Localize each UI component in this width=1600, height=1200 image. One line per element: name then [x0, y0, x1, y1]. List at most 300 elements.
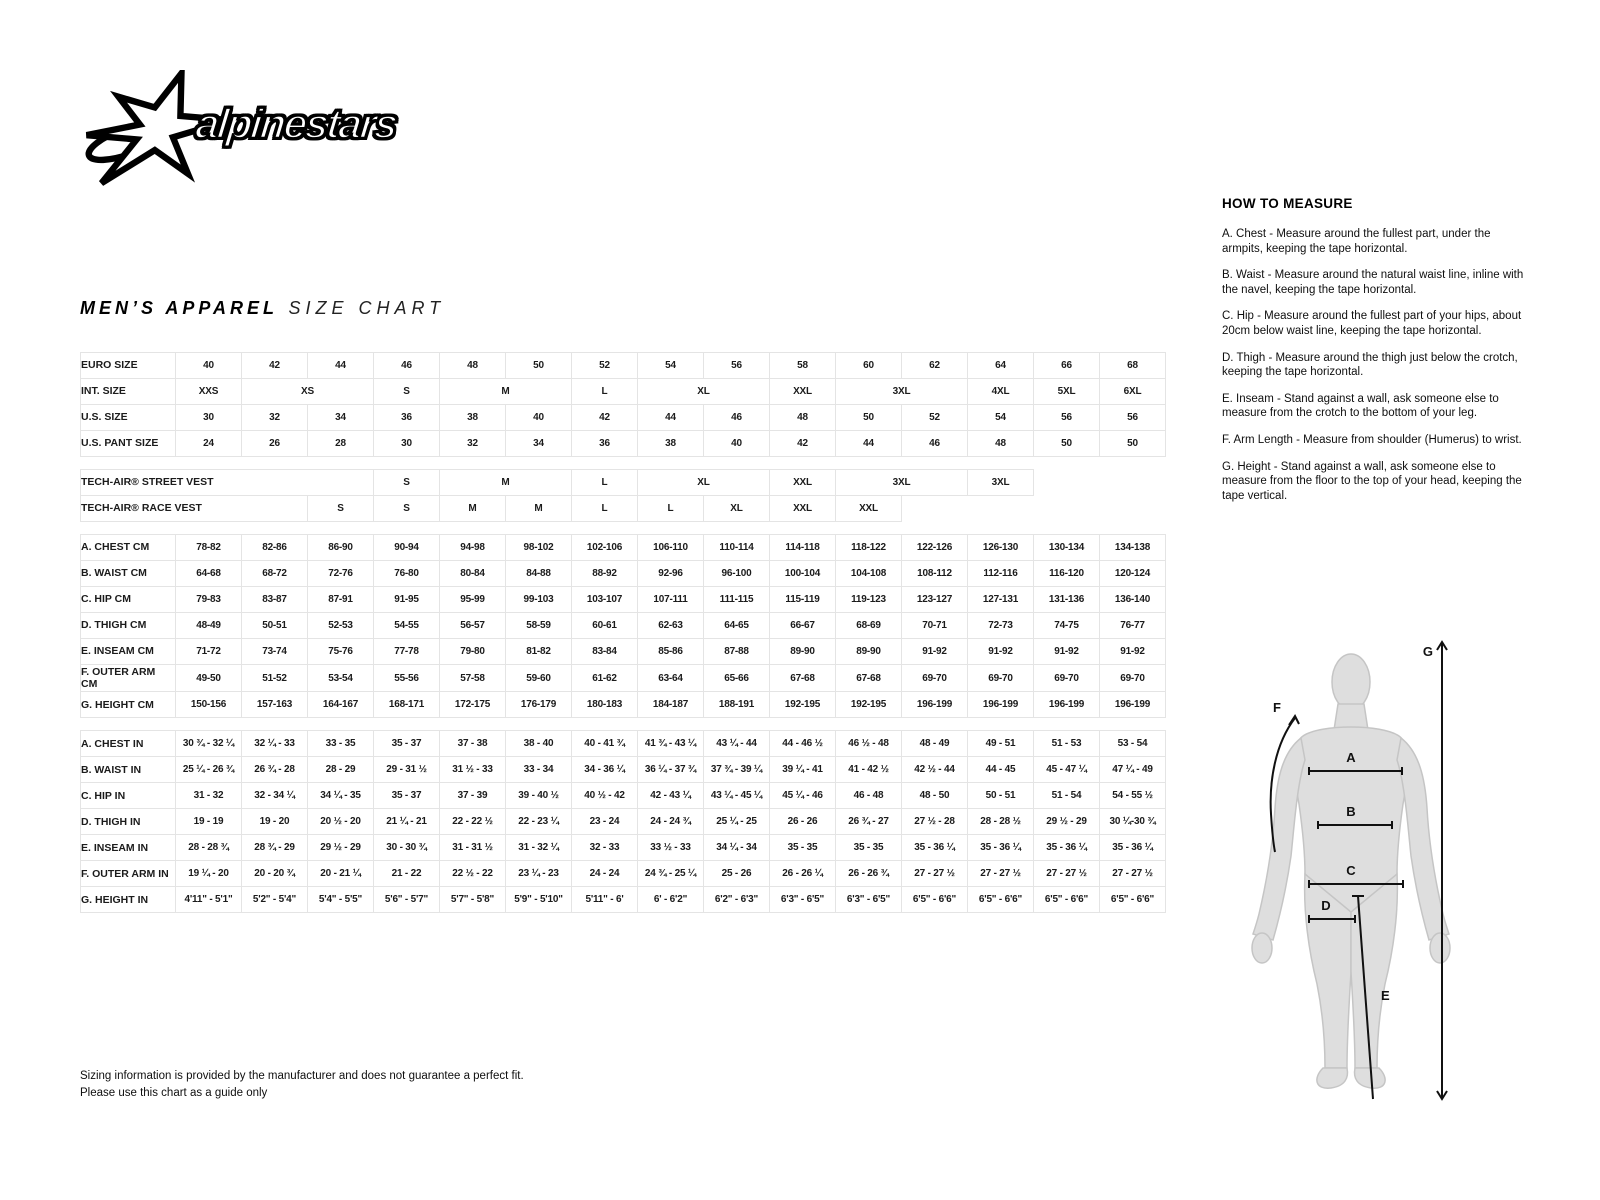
size-cell: 28: [308, 431, 374, 457]
row-label: B. WAIST IN: [81, 757, 176, 783]
size-cell: 38: [638, 431, 704, 457]
size-cell: 4'11" - 5'1": [176, 887, 242, 913]
size-cell: 90-94: [374, 535, 440, 561]
size-cell: 19 - 20: [242, 809, 308, 835]
measure-instruction: C. Hip - Measure around the fullest part of your hips, about 20cm below waist line, keeping the tape horizontal.: [1222, 310, 1522, 337]
size-cell: 85-86: [638, 639, 704, 665]
size-cell: 30 ¼-30 ¾: [1100, 809, 1166, 835]
size-cell: XL: [704, 496, 770, 522]
size-cell: 22 - 23 ¼: [506, 809, 572, 835]
size-cell: 103-107: [572, 587, 638, 613]
size-cell: 119-123: [836, 587, 902, 613]
size-cell: 5'6" - 5'7": [374, 887, 440, 913]
table-row: [81, 353, 1166, 379]
size-cell: 42 ½ - 44: [902, 757, 968, 783]
size-cell: 30 - 30 ¾: [374, 835, 440, 861]
size-cell: 72-76: [308, 561, 374, 587]
size-cell: 46: [902, 431, 968, 457]
size-cell: 22 ½ - 22: [440, 861, 506, 887]
size-cell: 54: [638, 353, 704, 379]
size-cell: 98-102: [506, 535, 572, 561]
size-cell: 35 - 35: [836, 835, 902, 861]
size-cell: 32 - 34 ¼: [242, 783, 308, 809]
size-cell: 76-77: [1100, 613, 1166, 639]
size-cell: 27 ½ - 28: [902, 809, 968, 835]
size-cell: 20 ½ - 20: [308, 809, 374, 835]
table-row: [81, 861, 1166, 887]
measure-instruction: B. Waist - Measure around the natural waist line, inline with the navel, keeping the tape horizontal.: [1222, 269, 1524, 296]
size-cell: 64: [968, 353, 1034, 379]
size-cell: 56: [1100, 405, 1166, 431]
size-cell: 48: [770, 405, 836, 431]
size-cell: 6'3" - 6'5": [836, 887, 902, 913]
size-cell: 114-118: [770, 535, 836, 561]
row-label: EURO SIZE: [81, 353, 176, 379]
size-cell: 99-103: [506, 587, 572, 613]
footer-disclaimer: [80, 1068, 524, 1101]
row-label: G. HEIGHT IN: [81, 887, 176, 913]
size-cell: 46: [374, 353, 440, 379]
size-cell: 19 - 19: [176, 809, 242, 835]
size-cell: 168-171: [374, 692, 440, 718]
size-cell: 50: [836, 405, 902, 431]
size-cell: 64-65: [704, 613, 770, 639]
size-cell: 22 - 22 ½: [440, 809, 506, 835]
size-cell: 48-49: [176, 613, 242, 639]
size-cell: 65-66: [704, 665, 770, 692]
size-cell: 30 ¾ - 32 ¼: [176, 731, 242, 757]
size-cell: 172-175: [440, 692, 506, 718]
table-row: [81, 405, 1166, 431]
size-cell: 68: [1100, 353, 1166, 379]
size-cell: 46 - 48: [836, 783, 902, 809]
size-cell: 31 - 32: [176, 783, 242, 809]
size-cell: 64-68: [176, 561, 242, 587]
size-cell: 5'11" - 6': [572, 887, 638, 913]
size-cell: 136-140: [1100, 587, 1166, 613]
size-cell: 63-64: [638, 665, 704, 692]
size-cell: 108-112: [902, 561, 968, 587]
row-label: C. HIP IN: [81, 783, 176, 809]
row-label: D. THIGH CM: [81, 613, 176, 639]
size-cell: 54 - 55 ½: [1100, 783, 1166, 809]
size-cell: 3XL: [836, 379, 968, 405]
size-cell: 24 - 24 ¾: [638, 809, 704, 835]
size-cell: 95-99: [440, 587, 506, 613]
size-cell: 50 - 51: [968, 783, 1034, 809]
table-row: [81, 639, 1166, 665]
row-label: TECH-AIR® RACE VEST: [81, 496, 308, 522]
size-cell: 36: [374, 405, 440, 431]
size-cell: 71-72: [176, 639, 242, 665]
size-cell: 30: [176, 405, 242, 431]
size-cell: S: [308, 496, 374, 522]
size-cell: 60: [836, 353, 902, 379]
size-cell: 26 - 26: [770, 809, 836, 835]
size-cell: 35 - 36 ¼: [1100, 835, 1166, 861]
size-cell: 23 - 24: [572, 809, 638, 835]
size-cell: 86-90: [308, 535, 374, 561]
size-cell: 24 ¾ - 25 ¼: [638, 861, 704, 887]
measure-instructions: [1222, 227, 1527, 503]
size-cell: 67-68: [836, 665, 902, 692]
table-row: [81, 535, 1166, 561]
table-row: [81, 757, 1166, 783]
size-cell: 50: [1034, 431, 1100, 457]
size-cell: S: [374, 470, 440, 496]
size-cell: 106-110: [638, 535, 704, 561]
table-row: [81, 613, 1166, 639]
size-cell: 40: [176, 353, 242, 379]
size-cell: 27 - 27 ½: [1100, 861, 1166, 887]
table-gap-row: [81, 522, 1166, 535]
size-cell: M: [440, 379, 572, 405]
row-label: E. INSEAM CM: [81, 639, 176, 665]
size-cell: 130-134: [1034, 535, 1100, 561]
size-cell: 54-55: [374, 613, 440, 639]
size-cell: 118-122: [836, 535, 902, 561]
size-cell: XXS: [176, 379, 242, 405]
size-cell: 28 - 29: [308, 757, 374, 783]
size-table: [80, 352, 1166, 913]
size-cell: 134-138: [1100, 535, 1166, 561]
size-cell: 27 - 27 ½: [902, 861, 968, 887]
size-cell: 92-96: [638, 561, 704, 587]
size-cell: 50: [506, 353, 572, 379]
size-cell: 37 - 38: [440, 731, 506, 757]
size-cell: 81-82: [506, 639, 572, 665]
size-cell: 67-68: [770, 665, 836, 692]
size-cell: 24: [176, 431, 242, 457]
size-cell: 131-136: [1034, 587, 1100, 613]
size-cell: 6'3" - 6'5": [770, 887, 836, 913]
size-cell: 75-76: [308, 639, 374, 665]
size-cell: 26 ¾ - 28: [242, 757, 308, 783]
size-cell: 25 - 26: [704, 861, 770, 887]
table-row: [81, 587, 1166, 613]
size-cell: 4XL: [968, 379, 1034, 405]
size-cell: 37 - 39: [440, 783, 506, 809]
size-cell: 79-83: [176, 587, 242, 613]
size-cell: 100-104: [770, 561, 836, 587]
size-cell: 6'5" - 6'6": [1100, 887, 1166, 913]
size-cell: 50-51: [242, 613, 308, 639]
size-cell: 44: [308, 353, 374, 379]
size-cell: 5'9" - 5'10": [506, 887, 572, 913]
size-cell: XS: [242, 379, 374, 405]
how-to-measure-panel: [1222, 196, 1527, 515]
size-cell: 26 - 26 ¼: [770, 861, 836, 887]
row-label: F. OUTER ARM CM: [81, 665, 176, 692]
size-cell: 69-70: [968, 665, 1034, 692]
size-cell: 29 ½ - 29: [308, 835, 374, 861]
size-cell: 111-115: [704, 587, 770, 613]
size-cell: 29 ½ - 29: [1034, 809, 1100, 835]
size-cell: 34: [506, 431, 572, 457]
size-cell: 52-53: [308, 613, 374, 639]
size-cell: XXL: [770, 496, 836, 522]
size-cell: 74-75: [1034, 613, 1100, 639]
size-cell: 42: [242, 353, 308, 379]
size-cell: 5'4" - 5'5": [308, 887, 374, 913]
size-cell: 43 ¼ - 45 ¼: [704, 783, 770, 809]
size-cell: 34 ¼ - 34: [704, 835, 770, 861]
size-cell: 69-70: [1100, 665, 1166, 692]
size-cell: 104-108: [836, 561, 902, 587]
title-primary: MEN’S APPAREL: [80, 298, 279, 318]
size-cell: 44 - 45: [968, 757, 1034, 783]
measure-instruction: G. Height - Stand against a wall, ask someone else to measure from the floor to the top of your head, keeping the tape vertical.: [1222, 460, 1522, 502]
size-cell: 39 ¼ - 41: [770, 757, 836, 783]
size-cell: 192-195: [836, 692, 902, 718]
size-cell: 56-57: [440, 613, 506, 639]
size-cell: XL: [638, 379, 770, 405]
size-cell: 27 - 27 ½: [1034, 861, 1100, 887]
size-cell: 31 - 31 ½: [440, 835, 506, 861]
size-cell: 42: [572, 405, 638, 431]
size-cell: 164-167: [308, 692, 374, 718]
table-row: [81, 692, 1166, 718]
size-cell: 53 - 54: [1100, 731, 1166, 757]
size-cell: 120-124: [1100, 561, 1166, 587]
size-cell: 192-195: [770, 692, 836, 718]
size-cell: 31 - 32 ¼: [506, 835, 572, 861]
size-cell: S: [374, 379, 440, 405]
table-row: [81, 887, 1166, 913]
size-cell: 3XL: [836, 470, 968, 496]
size-cell: 89-90: [836, 639, 902, 665]
alpinestars-logo: [78, 70, 399, 220]
title-secondary: SIZE CHART: [288, 298, 446, 318]
size-cell: 44: [836, 431, 902, 457]
size-cell: 49-50: [176, 665, 242, 692]
table-gap-row: [81, 718, 1166, 731]
size-cell: 40 ½ - 42: [572, 783, 638, 809]
size-cell: 80-84: [440, 561, 506, 587]
size-cell: L: [638, 496, 704, 522]
size-cell: 34 ¼ - 35: [308, 783, 374, 809]
size-cell: 58: [770, 353, 836, 379]
size-cell: 28 - 28 ¾: [176, 835, 242, 861]
size-cell: 36 ¼ - 37 ¾: [638, 757, 704, 783]
size-cell: 33 - 35: [308, 731, 374, 757]
size-cell: 44: [638, 405, 704, 431]
size-cell: 45 - 47 ¼: [1034, 757, 1100, 783]
size-cell: 46 ½ - 48: [836, 731, 902, 757]
size-cell: 6'5" - 6'6": [902, 887, 968, 913]
size-cell: 58-59: [506, 613, 572, 639]
size-cell: 45 ¼ - 46: [770, 783, 836, 809]
letter-g: G: [1422, 644, 1433, 659]
size-cell: 26: [242, 431, 308, 457]
measure-instruction: D. Thigh - Measure around the thigh just below the crotch, keeping the tape horizontal.: [1222, 351, 1518, 379]
size-cell: 35 - 35: [770, 835, 836, 861]
size-cell: 51 - 53: [1034, 731, 1100, 757]
size-cell: [902, 496, 1166, 522]
size-cell: 69-70: [1034, 665, 1100, 692]
disclaimer-line-1: Sizing information is provided by the manufacturer and does not guarantee a perfect fit.: [80, 1070, 524, 1082]
size-cell: 68-69: [836, 613, 902, 639]
row-label: G. HEIGHT CM: [81, 692, 176, 718]
size-cell: 76-80: [374, 561, 440, 587]
size-cell: 150-156: [176, 692, 242, 718]
row-label: A. CHEST CM: [81, 535, 176, 561]
size-cell: 62-63: [638, 613, 704, 639]
size-cell: 33 - 34: [506, 757, 572, 783]
size-cell: 87-88: [704, 639, 770, 665]
size-cell: 91-92: [968, 639, 1034, 665]
size-cell: 39 - 40 ½: [506, 783, 572, 809]
row-label: F. OUTER ARM IN: [81, 861, 176, 887]
size-cell: 6'2" - 6'3": [704, 887, 770, 913]
size-cell: 52: [902, 405, 968, 431]
size-cell: 40: [506, 405, 572, 431]
size-cell: 42 - 43 ¼: [638, 783, 704, 809]
size-cell: 51 - 54: [1034, 783, 1100, 809]
table-gap-row: [81, 457, 1166, 470]
size-cell: 6XL: [1100, 379, 1166, 405]
size-cell: 32 ¼ - 33: [242, 731, 308, 757]
size-cell: 72-73: [968, 613, 1034, 639]
row-label: B. WAIST CM: [81, 561, 176, 587]
size-cell: 27 - 27 ½: [968, 861, 1034, 887]
letter-a: A: [1346, 750, 1356, 765]
size-cell: 41 ¾ - 43 ¼: [638, 731, 704, 757]
size-cell: 62: [902, 353, 968, 379]
table-row: [81, 835, 1166, 861]
size-cell: 180-183: [572, 692, 638, 718]
letter-e: E: [1381, 988, 1390, 1003]
size-cell: 46: [704, 405, 770, 431]
size-cell: 6'5" - 6'6": [1034, 887, 1100, 913]
size-cell: 69-70: [902, 665, 968, 692]
size-cell: 32: [242, 405, 308, 431]
size-cell: 48 - 49: [902, 731, 968, 757]
size-cell: 68-72: [242, 561, 308, 587]
size-cell: 33 ½ - 33: [638, 835, 704, 861]
size-cell: 5'7" - 5'8": [440, 887, 506, 913]
size-cell: 26 ¾ - 27: [836, 809, 902, 835]
size-cell: 28 - 28 ½: [968, 809, 1034, 835]
size-cell: 6' - 6'2": [638, 887, 704, 913]
size-cell: 57-58: [440, 665, 506, 692]
size-cell: 35 - 36 ¼: [902, 835, 968, 861]
size-cell: 44 - 46 ½: [770, 731, 836, 757]
size-cell: 79-80: [440, 639, 506, 665]
size-cell: 83-87: [242, 587, 308, 613]
size-cell: 47 ¼ - 49: [1100, 757, 1166, 783]
size-cell: 35 - 36 ¼: [968, 835, 1034, 861]
size-cell: 196-199: [902, 692, 968, 718]
letter-f: F: [1273, 700, 1281, 715]
size-cell: 107-111: [638, 587, 704, 613]
size-cell: 48: [968, 431, 1034, 457]
size-cell: 5'2" - 5'4": [242, 887, 308, 913]
table-row: [81, 731, 1166, 757]
size-cell: 5XL: [1034, 379, 1100, 405]
size-cell: 77-78: [374, 639, 440, 665]
size-cell: 23 ¼ - 23: [506, 861, 572, 887]
row-label: U.S. SIZE: [81, 405, 176, 431]
table-row: [81, 783, 1166, 809]
size-cell: 184-187: [638, 692, 704, 718]
size-cell: 41 - 42 ½: [836, 757, 902, 783]
size-cell: 73-74: [242, 639, 308, 665]
measure-instruction: F. Arm Length - Measure from shoulder (Humerus) to wrist.: [1222, 433, 1522, 446]
size-cell: 157-163: [242, 692, 308, 718]
body-measurement-diagram: [1225, 612, 1557, 1104]
size-cell: 20 - 20 ¾: [242, 861, 308, 887]
size-cell: 82-86: [242, 535, 308, 561]
size-cell: 28 ¾ - 29: [242, 835, 308, 861]
table-row: [81, 431, 1166, 457]
size-cell: 36: [572, 431, 638, 457]
size-cell: 25 ¼ - 26 ¾: [176, 757, 242, 783]
size-cell: 196-199: [968, 692, 1034, 718]
disclaimer-line-2: Please use this chart as a guide only: [80, 1086, 268, 1099]
size-cell: 91-95: [374, 587, 440, 613]
size-cell: 29 - 31 ½: [374, 757, 440, 783]
size-cell: 52: [572, 353, 638, 379]
size-cell: M: [440, 470, 572, 496]
size-cell: 122-126: [902, 535, 968, 561]
size-cell: 115-119: [770, 587, 836, 613]
size-cell: 40 - 41 ¾: [572, 731, 638, 757]
row-label: TECH-AIR® STREET VEST: [81, 470, 374, 496]
letter-c: C: [1346, 863, 1356, 878]
table-row: [81, 379, 1166, 405]
size-cell: 84-88: [506, 561, 572, 587]
table-row: [81, 496, 1166, 522]
row-label: D. THIGH IN: [81, 809, 176, 835]
size-cell: XXL: [770, 379, 836, 405]
size-cell: 43 ¼ - 44: [704, 731, 770, 757]
size-cell: M: [506, 496, 572, 522]
size-cell: XXL: [836, 496, 902, 522]
letter-d: D: [1321, 898, 1331, 913]
size-cell: 88-92: [572, 561, 638, 587]
size-cell: 55-56: [374, 665, 440, 692]
size-cell: 116-120: [1034, 561, 1100, 587]
size-cell: 196-199: [1034, 692, 1100, 718]
size-cell: 42: [770, 431, 836, 457]
size-cell: 78-82: [176, 535, 242, 561]
table-row: [81, 470, 1166, 496]
size-cell: 6'5" - 6'6": [968, 887, 1034, 913]
row-label: C. HIP CM: [81, 587, 176, 613]
alpinestars-wordmark: alpinestars: [193, 100, 399, 147]
size-cell: 26 - 26 ¾: [836, 861, 902, 887]
size-cell: 56: [704, 353, 770, 379]
size-cell: 87-91: [308, 587, 374, 613]
size-cell: L: [572, 496, 638, 522]
size-cell: 188-191: [704, 692, 770, 718]
size-cell: 35 - 36 ¼: [1034, 835, 1100, 861]
size-cell: 51-52: [242, 665, 308, 692]
size-cell: 19 ¼ - 20: [176, 861, 242, 887]
size-cell: 83-84: [572, 639, 638, 665]
size-cell: 40: [704, 431, 770, 457]
size-cell: 56: [1034, 405, 1100, 431]
measure-instruction: E. Inseam - Stand against a wall, ask someone else to measure from the crotch to the bottom of your leg.: [1222, 392, 1499, 420]
size-cell: 112-116: [968, 561, 1034, 587]
size-cell: 66-67: [770, 613, 836, 639]
size-cell: 60-61: [572, 613, 638, 639]
size-cell: 110-114: [704, 535, 770, 561]
size-cell: 53-54: [308, 665, 374, 692]
size-cell: 35 - 37: [374, 731, 440, 757]
size-cell: 49 - 51: [968, 731, 1034, 757]
